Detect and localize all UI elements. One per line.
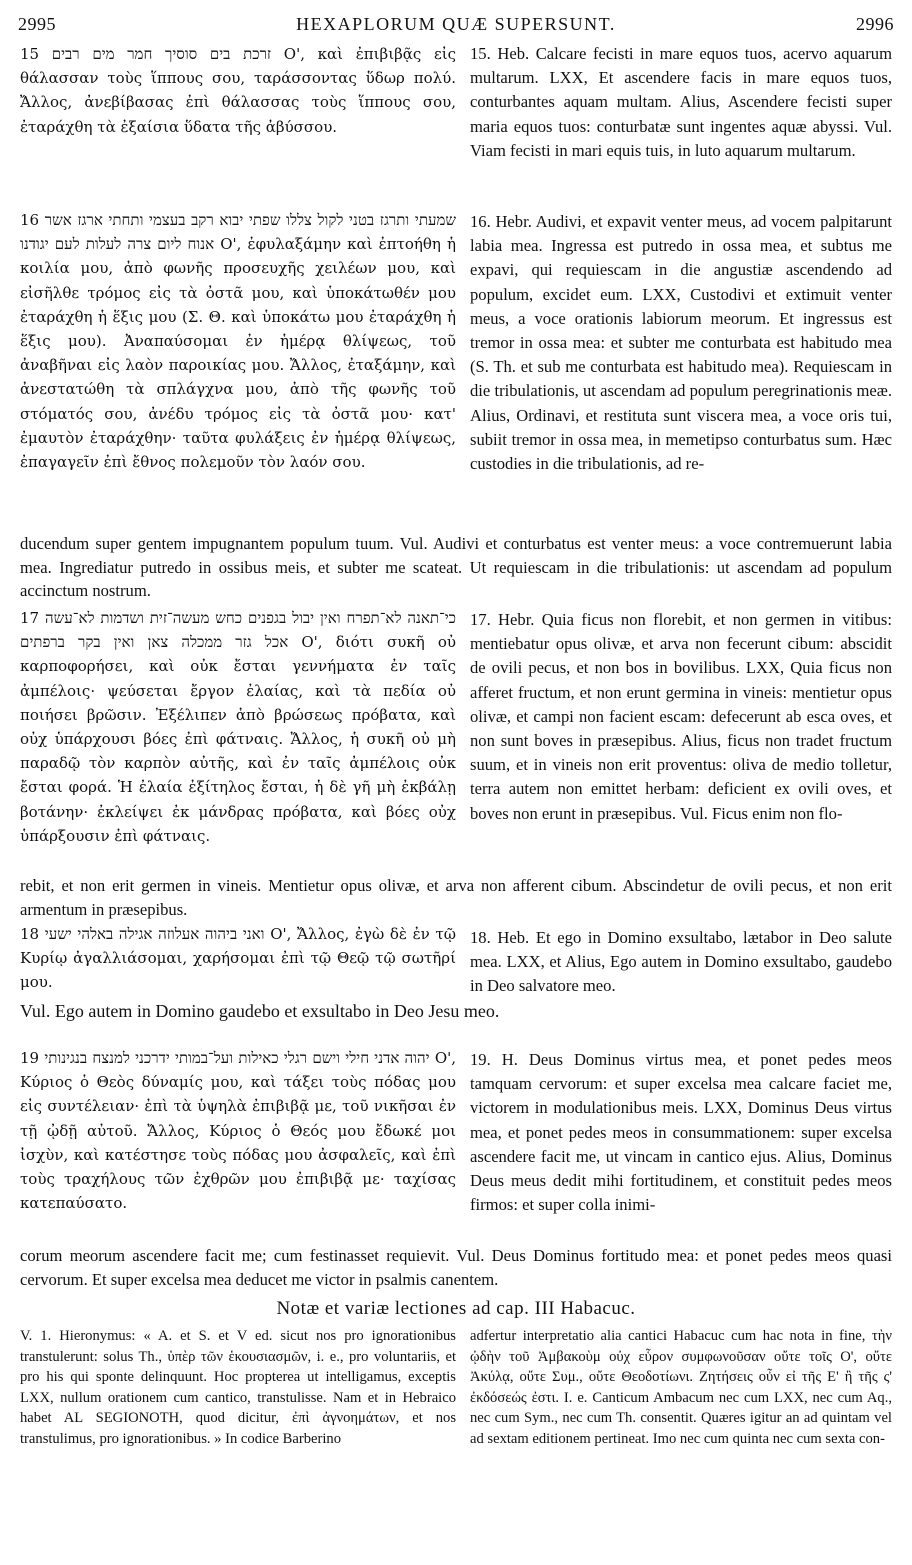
verse-16-greek: 16 שמעתי ותרגז בטני לקול צללו שפתי יבוא רקב בעצמי ותחתי ארגז אשר אנוח ליום צרה לעלות לעם יגודנו O', ἐφυλαξάμην καὶ ἐπτοήθη ἡ κοιλία μου, ἀπὸ φωνῆς προσευχῆς χειλέων μου, καὶ εἰσῆλθε τρόμος εἰς τὰ ὀστᾶ μου, καὶ ὑποκάτωθέν μου ἐταράχθη ἡ ἕξις μου (Σ. Θ. καὶ ὑποκάτω μου ἐταράχθη ἡ ἕξις μου). Ἀναπαύσομαι ἐν ἡμέρᾳ θλίψεως, τοῦ ἀναβῆναι εἰς λαὸν παροικίας μου. Ἄλλος, ἐταξάμην, καὶ ἀνεστατώθη τὰ σπλάγχνα μου, ἀπὸ τῆς φωνῆς τοῦ στόματός σου, ἀνέδυ τρόμος εἰς τὰ ὀστᾶ μου· κατ' ἐμαυτὸν ἐταράχθην· ταῦτα φυλάξεις ἐν ἡμέρᾳ θλίψεως, ἐπαγαγεῖν ἐπὶ ἔθνος πολεμοῦν τὸν λαόν σου. [20, 211, 456, 472]
verse-15-greek: 15 זרכת בים סוסיך חמר מים רבים O', καὶ ἐπιβιβᾷς εἰς θάλασσαν τοὺς ἵππους σου, ταράσσοντας ὕδωρ πολύ. Ἄλλος, ἀνεβίβασας ἐπὶ θάλασσας τοὺς ἵππους σου, ἐταράχθη τὰ ἐξαίσια ὕδατα τῆς ἀβύσσου. [20, 45, 456, 136]
verse-17-greek: 17 כי־תאנה לא־תפרח ואין יבול בגפנים כחש מעשה־זית ושדמות לא־עשה אכל גזר ממכלה צאן ואין בקר ברפתים O', διότι συκῆ οὐ καρποφορήσει, καὶ οὐκ ἔσται γεννήματα ἐν ταῖς ἀμπέλοις· ψεύσεται ἔργον ἐλαίας, καὶ τὰ πεδία οὐ ποιήσει βρῶσιν. Ἐξέλιπεν ἀπὸ βρώσεως πρόβατα, καὶ οὐχ ὑπάρχουσι βόες ἐπὶ φάτναις. Ἄλλος, ἡ συκῆ οὐ μὴ παραδῷ τὸν καρπὸν αὐτῆς, καὶ ἐν ταῖς ἀμπέλοις οὐκ ἔσται φορά. Ἡ ἐλαία ἐξίτηλος ἔσται, ἡ δὲ γῆ μὴ ἐκβάλῃ βοτάνην· ἐκλείψει ἐκ μάνδρας πρόβατα, καὶ βόες οὐχ ὑπάρξουσιν ἐπὶ φάτναις. [20, 609, 456, 845]
page-number-right: 2996 [856, 14, 894, 34]
verse-15-latin: 15. Heb. Calcare fecisti in mare equos tuos, acervo aquarum multarum. LXX, Et ascendere facis in mare equos tuos, conturbantes aquam multam. Alius, Ascendere fecisti super maria equos tuos: conturbatæ sunt ingentes aquæ abyssi. Vul. Viam fecisti in mari equis tuis, in luto aquarum multarum. [470, 44, 892, 160]
running-title: HEXAPLORUM QUÆ SUPERSUNT. [296, 14, 616, 34]
verse-16-latin: 16. Hebr. Audivi, et expavit venter meus, ad vocem palpitarunt labia mea. Ingressa est putredo in ossa mea, et subtus me expavi, qui requiescam in die angustiæ ascendendo ad populum, excidet eum. LXX, Custodivi et extimuit venter meus, a voce orationis labiorum meorum. Et ingressus est tremor in ossa mea: et subter me conturbata est habitudo mea (S. Th. et sub me conturbata est habitudo mea). Requiescam in die tribulationis, ut ascendam ad populum peregrinationis meæ. Alius, Ordinavi, et restituta sunt viscera mea, a voce oris tui, subiit tremor in ossa mea, in memetipso conturbatus sum. Hæc custodies in die tribulationis, ad re- [470, 212, 892, 474]
verse-17-latin: 17. Hebr. Quia ficus non florebit, et non germen in vitibus: mentiebatur opus olivæ, et arva non fecerunt cibum: abscidit de ovili pecus, et non bos in bovilibus. LXX, Quia ficus non afferet fructum, et non erunt germina in vineis: mentietur opus olivæ, et campi non facient escam: defecerunt ab esca oves, et non sunt boves in præsepibus. Alius, ficus non tradet fructum suum, et in vineis non erit proventus: oliva de medio tolletur, terra autem non emittet herbam: deficient ex ovili oves, et boves non erunt in præsepibus. Vul. Ficus enim non flo- [470, 610, 892, 823]
verse-18-latin: 18. Heb. Et ego in Domino exsultabo, lætabor in Deo salute mea. LXX, et Alius, Ego autem in Domino exsultabo, gaudebo in Deo salvatore meo. [470, 928, 892, 996]
verse-16-vulgate: ducendum super gentem impugnantem populum tuum. Vul. Audivi et conturbatus est venter meus: a voce contremuerunt labia mea. Ingrediatur putredo in ossibus meis, et subter me scateat. Ut requiescam in die tribulationis: ut ascendam ad populum accinctum nostrum. [20, 534, 892, 601]
verse-19-vulgate: corum meorum ascendere facit me; cum festinasset requievit. Vul. Deus Dominus fortitudo mea: et ponet pedes meos quasi cervorum. Et super excelsa mea deducet me victor in psalmis canentem. [20, 1246, 892, 1289]
page-number-left: 2995 [18, 14, 56, 34]
notes-left-column: V. 1. Hieronymus: « A. et S. et V ed. sicut nos pro ignorationibus transtulerunt: solus Th., ὑπὲρ τῶν ἑκουσιασμῶν, i. e., pro voluntariis, et pro his qui sponte delinquunt. Hoc propterea ut intelligamus, exceptis LXX, nullum orationem cum cantico, transtulisse. Nam et in Hebraico habet AL SEGIONOTH, quod dicitur, ἐπὶ ἀγνοημάτων, et nos transtulimus, pro ignorationibus. » In codice Barberino [20, 1328, 456, 1447]
verse-19-latin: 19. H. Deus Dominus virtus mea, et ponet pedes meos tamquam cervorum: et super excelsa mea calcare faciet me, victorem in modulationibus meis. LXX, Dominus Deus virtus mea, et ponet pedes meos in consummationem: super excelsa ascendere facit me, ut vincam in cantico ejus. Alius, Dominus Deus meus dedit mihi fortitudinem, et constituit pedes meos firmos: et super colla inimi- [470, 1050, 892, 1215]
running-header [18, 14, 894, 38]
notes-right-column: adfertur interpretatio alia cantici Habacuc cum hac nota in fine, τὴν ᾠδὴν τοῦ Ἀμβακοὺμ οὐχ εὗρον συμφωνοῦσαν οὔτε τοῖς O', οὔτε Ἀκύλᾳ, οὔτε Συμ., οὔτε Θεοδοτίωνι. Ζητήσεις οὖν εἰ τῆς Ε' ἢ τῆς ς' ἐκδόσεώς ἐστι. I. e. Canticum Ambacum nec cum LXX, nec cum Aq., nec cum Sym., nec cum Th. consentit. Quæres igitur an ad quintam vel ad sextam editionem pertineat. Imo nec cum quinta nec cum sexta con- [470, 1328, 892, 1447]
verse-18-greek: 18 ואני ביהוה אעלוזה אגילה באלהי ישעי O', Ἄλλος, ἐγὼ δὲ ἐν τῷ Κυρίῳ ἀγαλλιάσομαι, χαρήσομαι ἐπὶ τῷ Θεῷ τῷ σωτῆρί μου. [20, 925, 456, 992]
notes-heading: Notæ et variæ lectiones ad cap. III Habacuc. [276, 1298, 636, 1319]
verse-19-greek: 19 יהוה אדני חילי וישם רגלי כאילות ועל־במותי ידרכני למנצח בנגינותי O', Κύριος ὁ Θεὸς δύναμίς μου, καὶ τάξει τοὺς πόδας μου εἰς συντέλειαν· ἐπὶ τὰ ὑψηλὰ ἐπιβιβᾷ με, τοῦ νικῆσαι ἐν τῇ ᾠδῇ αὐτοῦ. Ἄλλος, Κύριος ὁ Θεός μου ἔδωκέ μοι ἰσχὺν, καὶ κατέστησε τοὺς πόδας μου ἀσφαλεῖς, καὶ ἐπὶ τοὺς τραχήλους τῶν ἐχθρῶν μου ἐπιβιβᾷ με· ταχίσας κατεπαύσατο. [20, 1049, 456, 1213]
verse-17-vulgate: rebit, et non erit germen in vineis. Mentietur opus olivæ, et arva non afferent cibum. Abscindetur de ovili pecus, et non erit armentum in præsepibus. [20, 876, 892, 919]
verse-18-vulgate: Vul. Ego autem in Domino gaudebo et exsultabo in Deo Jesu meo. [20, 1001, 500, 1021]
